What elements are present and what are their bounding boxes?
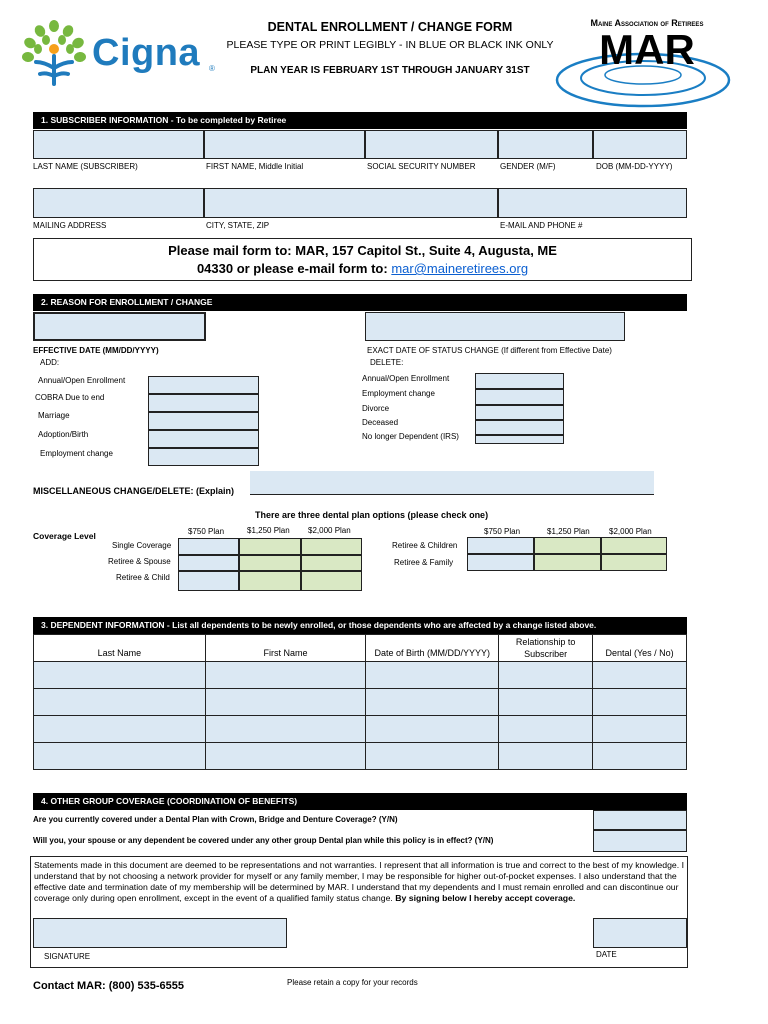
retiree-spouse-label: Retiree & Spouse	[108, 557, 171, 566]
add-item-cobra: COBRA Due to end	[35, 393, 105, 402]
retiree-spouse-750-cell[interactable]	[178, 555, 239, 571]
dep-last-name-cell[interactable]	[34, 743, 206, 770]
effective-date-label: EFFECTIVE DATE (MM/DD/YYYY)	[33, 346, 159, 355]
add-item-employment-change: Employment change	[40, 449, 113, 458]
last-name-label: LAST NAME (SUBSCRIBER)	[33, 162, 138, 171]
col-date-of-birth: Date of Birth (MM/DD/YYYY)	[366, 635, 499, 662]
add-adoption-birth-field[interactable]	[148, 430, 259, 448]
dep-relationship-cell[interactable]	[499, 716, 593, 743]
section4-header: 4. OTHER GROUP COVERAGE (COORDINATION OF BENEFITS)	[33, 793, 687, 810]
cigna-logo	[18, 18, 218, 90]
dep-relationship-cell[interactable]	[499, 743, 593, 770]
retiree-family-1250-cell[interactable]	[534, 554, 601, 571]
signature-label: SIGNATURE	[44, 952, 91, 961]
crown-bridge-question: Are you currently covered under a Dental Plan with Crown, Bridge and Denture Coverage? (Y/N)	[33, 815, 398, 824]
dep-dob-cell[interactable]	[366, 662, 499, 689]
retiree-family-750-cell[interactable]	[467, 554, 534, 571]
delete-item-deceased: Deceased	[362, 418, 399, 427]
city-state-zip-field[interactable]	[204, 188, 498, 218]
retiree-spouse-2000-cell[interactable]	[301, 555, 362, 571]
retiree-children-1250-cell[interactable]	[534, 537, 601, 554]
registered-mark: ®	[209, 64, 215, 73]
delete-item-annual-open-enrollment: Annual/Open Enrollment	[362, 374, 450, 383]
dep-dob-cell[interactable]	[366, 689, 499, 716]
dep-relationship-cell[interactable]	[499, 662, 593, 689]
dependent-table	[33, 634, 687, 770]
dep-relationship-cell[interactable]	[499, 689, 593, 716]
coverage-level-label: Coverage Level	[33, 531, 96, 541]
retiree-children-750-cell[interactable]	[467, 537, 534, 554]
delete-deceased-field[interactable]	[475, 420, 564, 435]
col-dental: Dental (Yes / No)	[593, 635, 687, 662]
add-annual-open-enrollment-field[interactable]	[148, 376, 259, 394]
mailing-address-field[interactable]	[33, 188, 204, 218]
date-label: DATE	[596, 950, 617, 959]
col-relationship: Relationship to Subscriber	[499, 635, 593, 662]
left-plan-750-header: $750 Plan	[188, 527, 225, 536]
exact-status-date-label: EXACT DATE OF STATUS CHANGE (If different from Effective Date)	[367, 346, 612, 355]
section2-header: 2. REASON FOR ENROLLMENT / CHANGE	[33, 294, 687, 311]
delete-divorce-field[interactable]	[475, 405, 564, 420]
dob-field[interactable]	[593, 130, 687, 159]
table-row	[34, 689, 687, 716]
add-employment-change-field[interactable]	[148, 448, 259, 466]
retiree-family-2000-cell[interactable]	[601, 554, 667, 571]
dep-dental-cell[interactable]	[593, 689, 687, 716]
mar-association-name: Maine Association of Retirees	[590, 18, 704, 28]
delete-no-longer-dependent-field[interactable]	[475, 435, 564, 444]
add-item-adoption-birth: Adoption/Birth	[38, 430, 89, 439]
last-name-field[interactable]	[33, 130, 204, 159]
left-plan-2000-header: $2,000 Plan	[308, 526, 351, 535]
email-phone-label: E-MAIL AND PHONE #	[500, 221, 583, 230]
single-750-cell[interactable]	[178, 538, 239, 555]
dep-last-name-cell[interactable]	[34, 662, 206, 689]
ssn-label: SOCIAL SECURITY NUMBER	[367, 162, 476, 171]
single-coverage-label: Single Coverage	[112, 541, 172, 550]
retain-copy-note: Please retain a copy for your records	[287, 978, 418, 987]
retiree-child-2000-cell[interactable]	[301, 571, 362, 591]
section3-header: 3. DEPENDENT INFORMATION - List all dependents to be newly enrolled, or those dependents who are affected by a change listed above.	[33, 617, 687, 634]
other-plan-question: Will you, your spouse or any dependent be covered under any other group Dental plan while this policy is in effect? (Y/N)	[33, 836, 494, 845]
dep-dental-cell[interactable]	[593, 662, 687, 689]
cigna-wordmark: Cigna	[92, 32, 201, 74]
first-name-label: FIRST NAME, Middle Initial	[206, 162, 304, 171]
retiree-spouse-1250-cell[interactable]	[239, 555, 301, 571]
gender-label: GENDER (M/F)	[500, 162, 556, 171]
mail-instructions-line1: Please mail form to: MAR, 157 Capitol St., Suite 4, Augusta, ME	[168, 243, 557, 258]
crown-bridge-answer-field[interactable]	[593, 810, 687, 830]
retiree-child-1250-cell[interactable]	[239, 571, 301, 591]
statement-accept: By signing below I hereby accept coverage.	[395, 893, 576, 903]
dep-dob-cell[interactable]	[366, 716, 499, 743]
delete-employment-change-field[interactable]	[475, 389, 564, 405]
delete-label: DELETE:	[370, 358, 404, 367]
retiree-child-750-cell[interactable]	[178, 571, 239, 591]
add-item-marriage: Marriage	[38, 411, 70, 420]
dep-last-name-cell[interactable]	[34, 716, 206, 743]
dep-dental-cell[interactable]	[593, 743, 687, 770]
mar-logo	[555, 18, 735, 110]
add-label: ADD:	[40, 358, 60, 367]
mail-instructions-box	[33, 238, 692, 281]
delete-annual-open-enrollment-field[interactable]	[475, 373, 564, 389]
statement-box	[30, 856, 688, 968]
cigna-tree-icon	[18, 18, 90, 90]
add-cobra-field[interactable]	[148, 394, 259, 412]
single-2000-cell[interactable]	[301, 538, 362, 555]
add-marriage-field[interactable]	[148, 412, 259, 430]
mailing-address-label: MAILING ADDRESS	[33, 221, 107, 230]
delete-item-divorce: Divorce	[362, 404, 390, 413]
right-plan-750-header: $750 Plan	[484, 527, 521, 536]
table-row	[34, 716, 687, 743]
mail-instructions-line2	[34, 260, 691, 278]
table-row	[34, 743, 687, 770]
retiree-family-label: Retiree & Family	[394, 558, 454, 567]
mar-wordmark: MAR	[599, 26, 695, 73]
dep-first-name-cell[interactable]	[205, 716, 366, 743]
other-plan-answer-field[interactable]	[593, 830, 687, 852]
misc-change-label: MISCELLANEOUS CHANGE/DELETE: (Explain)	[33, 486, 235, 496]
form-instruction: PLEASE TYPE OR PRINT LEGIBLY - IN BLUE OR BLACK INK ONLY	[226, 39, 554, 51]
city-state-zip-label: CITY, STATE, ZIP	[206, 221, 270, 230]
add-item-annual-open-enrollment: Annual/Open Enrollment	[38, 376, 126, 385]
gender-field[interactable]	[498, 130, 593, 159]
single-1250-cell[interactable]	[239, 538, 301, 555]
section1-header: 1. SUBSCRIBER INFORMATION - To be completed by Retiree	[33, 112, 687, 129]
form-title: DENTAL ENROLLMENT / CHANGE FORM	[267, 20, 513, 34]
statement-text: Statements made in this document are deemed to be representations and not warranties. I represent that all information is true and correct to the best of my knowledge. I understand that by not choosing a network provider for myself or any family member, I may be responsible for higher out-of-pocket expenses. I also understand that the effective date and termination date of my membership will be determined by MAR. I understand that my dependents and I must remain enrolled and can discontinue our coverage only during open enrollment, except in the event of a qualified family status change.	[34, 860, 684, 903]
retiree-child-label: Retiree & Child	[116, 573, 170, 582]
date-field[interactable]	[593, 918, 687, 948]
dob-label: DOB (MM-DD-YYYY)	[596, 162, 673, 171]
effective-date-field[interactable]	[33, 312, 206, 341]
contact-mar: Contact MAR: (800) 535-6555	[33, 980, 184, 992]
signature-field[interactable]	[33, 918, 287, 948]
mar-email-link[interactable]: mar@maineretirees.org	[391, 261, 529, 276]
left-plan-1250-header: $1,250 Plan	[247, 526, 290, 535]
dep-last-name-cell[interactable]	[34, 689, 206, 716]
retiree-children-label: Retiree & Children	[392, 541, 458, 550]
dep-first-name-cell[interactable]	[205, 662, 366, 689]
col-first-name: First Name	[205, 635, 366, 662]
first-name-field[interactable]	[204, 130, 365, 159]
dep-first-name-cell[interactable]	[205, 689, 366, 716]
mail-instructions-text: 04330 or please e-mail form to:	[196, 261, 388, 276]
right-plan-2000-header: $2,000 Plan	[609, 527, 652, 536]
right-plan-1250-header: $1,250 Plan	[547, 527, 590, 536]
exact-status-date-field[interactable]	[365, 312, 625, 341]
plan-year: PLAN YEAR IS FEBRUARY 1ST THROUGH JANUARY 31ST	[250, 65, 530, 76]
dep-dob-cell[interactable]	[366, 743, 499, 770]
dep-first-name-cell[interactable]	[205, 743, 366, 770]
dep-dental-cell[interactable]	[593, 716, 687, 743]
col-last-name: Last Name	[34, 635, 206, 662]
plan-options-heading: There are three dental plan options (please check one)	[255, 510, 489, 520]
table-row	[34, 662, 687, 689]
misc-change-field[interactable]	[250, 471, 654, 495]
delete-item-employment-change: Employment change	[362, 389, 435, 398]
ssn-field[interactable]	[365, 130, 498, 159]
email-phone-field[interactable]	[498, 188, 687, 218]
delete-item-no-longer-dependent: No longer Dependent (IRS)	[362, 432, 459, 441]
retiree-children-2000-cell[interactable]	[601, 537, 667, 554]
